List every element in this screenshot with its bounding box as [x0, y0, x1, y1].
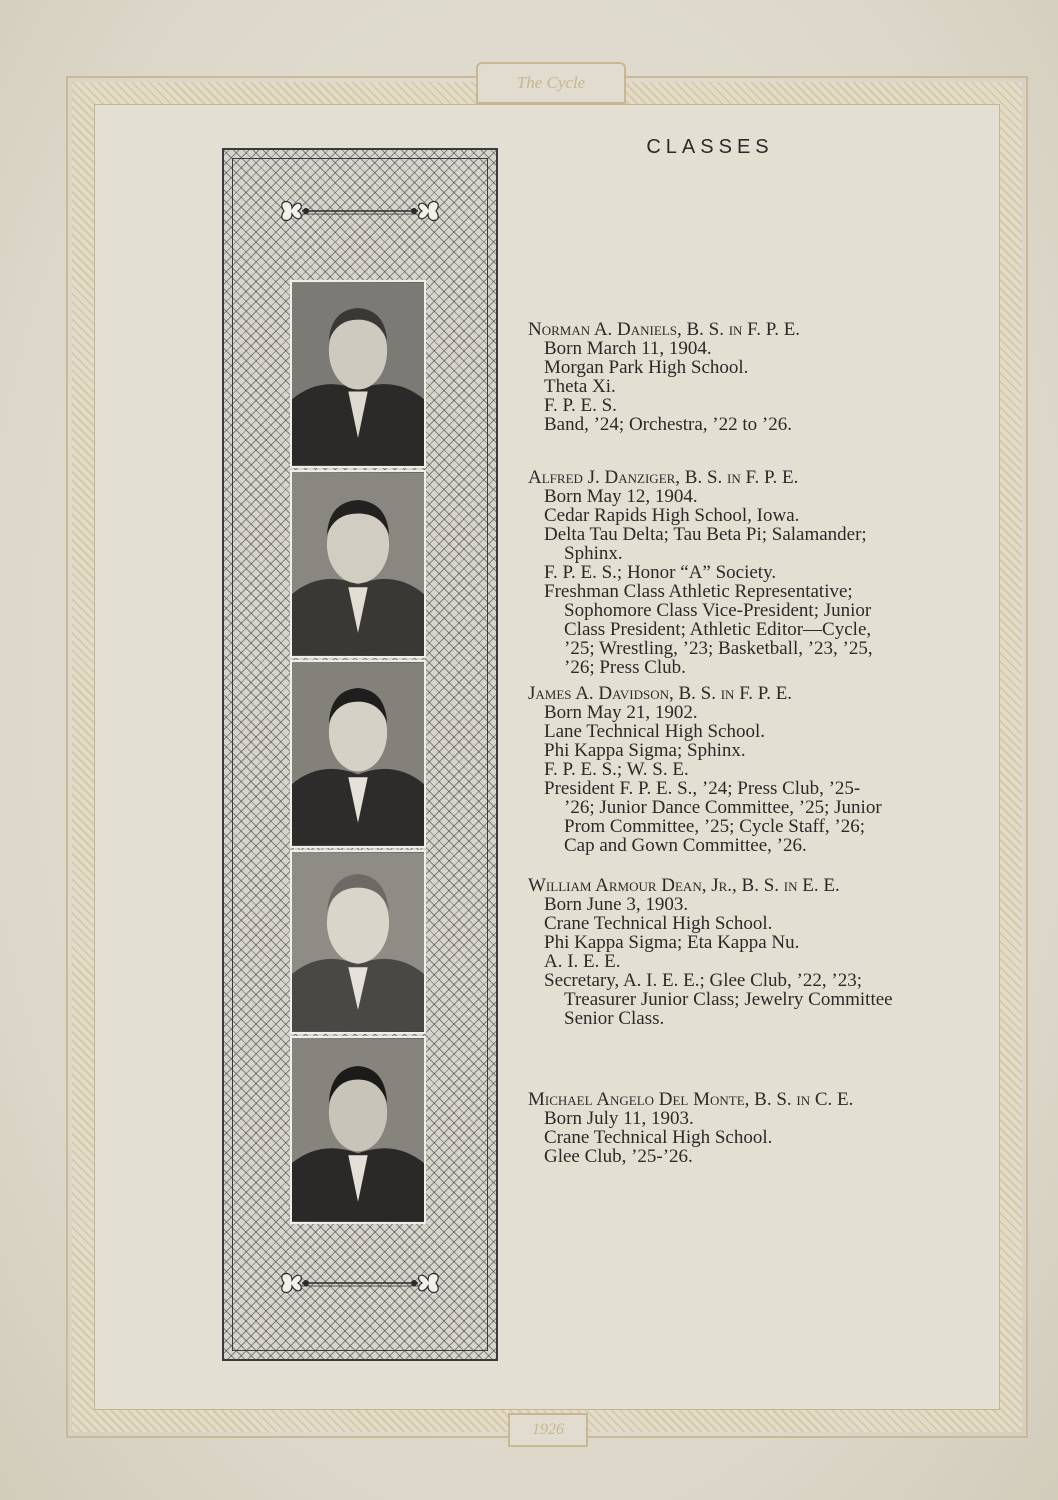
bio-line: Class President; Athletic Editor—Cycle, — [564, 619, 872, 640]
bio-line: Band, ’24; Orchestra, ’22 to ’26. — [544, 414, 792, 435]
fleur-ornament-icon — [262, 196, 458, 226]
bio-entry — [528, 684, 908, 855]
bio-line: Born July 11, 1903. — [544, 1108, 694, 1129]
bio-line: Cap and Gown Committee, ’26. — [564, 835, 807, 856]
bio-line: Sphinx. — [564, 543, 623, 564]
bio-entry — [528, 876, 908, 1028]
bio-line: Treasurer Junior Class; Jewelry Committee — [564, 989, 893, 1010]
bio-line: Phi Kappa Sigma; Sphinx. — [544, 740, 746, 761]
portrait-photo — [290, 660, 426, 848]
bio-line: Born May 21, 1902. — [544, 702, 698, 723]
bio-line: ’26; Junior Dance Committee, ’25; Junior — [564, 797, 882, 818]
graduate-name: James A. Davidson, B. S. in F. P. E. — [528, 683, 793, 704]
bio-line: Born June 3, 1903. — [544, 894, 689, 915]
page-year: 1926 — [508, 1413, 588, 1447]
bio-line: ’26; Press Club. — [564, 657, 686, 678]
bio-line: Delta Tau Delta; Tau Beta Pi; Salamander; — [544, 524, 867, 545]
graduate-name: Michael Angelo Del Monte, B. S. in C. E. — [528, 1089, 854, 1110]
graduate-name: William Armour Dean, Jr., B. S. in E. E. — [528, 875, 840, 896]
graduate-name: Norman A. Daniels, B. S. in F. P. E. — [528, 319, 801, 340]
running-title: The Cycle — [476, 62, 626, 104]
portrait-photo — [290, 280, 426, 468]
bio-line: Senior Class. — [564, 1008, 665, 1029]
portrait-photo — [290, 1036, 426, 1224]
bio-entry — [528, 468, 908, 677]
bio-line: Theta Xi. — [544, 376, 616, 397]
fleur-ornament-bottom-icon — [262, 1268, 458, 1298]
bio-line: Secretary, A. I. E. E.; Glee Club, ’22, ’23; — [544, 970, 862, 991]
bio-line: President F. P. E. S., ’24; Press Club, ’25- — [544, 778, 861, 799]
bio-entry — [528, 320, 908, 434]
bio-line: Born March 11, 1904. — [544, 338, 712, 359]
bio-line: Lane Technical High School. — [544, 721, 765, 742]
bio-line: Crane Technical High School. — [544, 913, 773, 934]
bio-line: F. P. E. S.; W. S. E. — [544, 759, 689, 780]
bio-line: F. P. E. S.; Honor “A” Society. — [544, 562, 777, 583]
bio-line: Phi Kappa Sigma; Eta Kappa Nu. — [544, 932, 800, 953]
bio-line: Morgan Park High School. — [544, 357, 749, 378]
portrait-photo — [290, 850, 426, 1034]
bio-line: Crane Technical High School. — [544, 1127, 773, 1148]
bio-line: ’25; Wrestling, ’23; Basketball, ’23, ’25, — [564, 638, 873, 659]
bio-line: Freshman Class Athletic Representative; — [544, 581, 853, 602]
bio-entry — [528, 1090, 908, 1166]
portrait-photo — [290, 470, 426, 658]
bio-line: Sophomore Class Vice-President; Junior — [564, 600, 872, 621]
bio-line: Cedar Rapids High School, Iowa. — [544, 505, 800, 526]
bio-line: Glee Club, ’25-’26. — [544, 1146, 693, 1167]
bio-line: F. P. E. S. — [544, 395, 617, 416]
section-title: CLASSES — [646, 136, 774, 158]
bio-line: Prom Committee, ’25; Cycle Staff, ’26; — [564, 816, 865, 837]
bio-line: A. I. E. E. — [544, 951, 621, 972]
bio-line: Born May 12, 1904. — [544, 486, 698, 507]
graduate-name: Alfred J. Danziger, B. S. in F. P. E. — [528, 467, 799, 488]
